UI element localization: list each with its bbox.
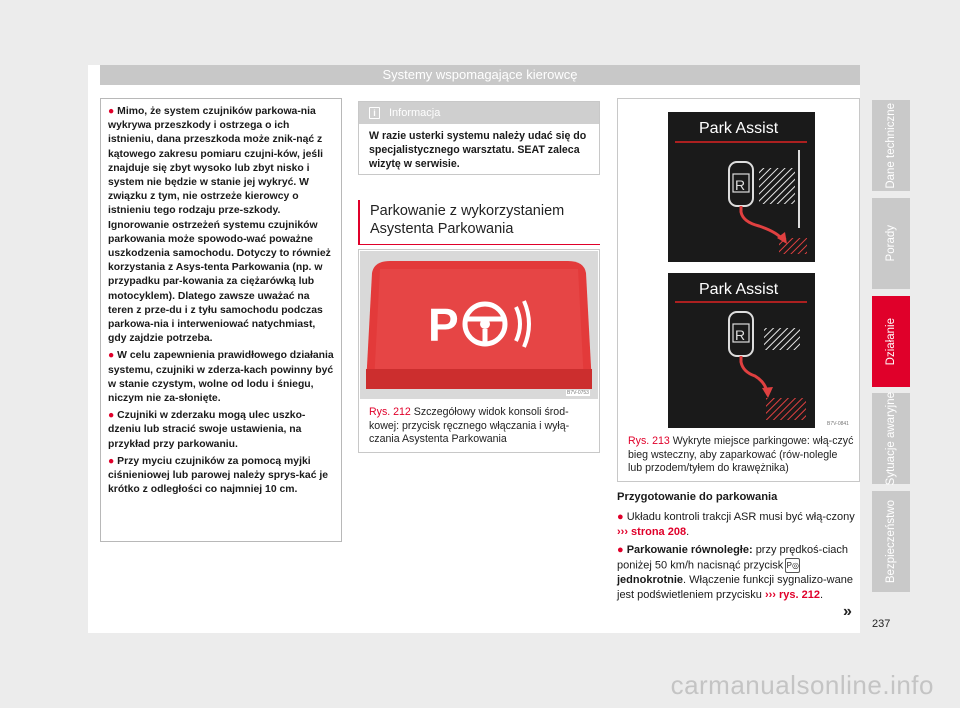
svg-text:P: P [428, 299, 459, 351]
bullet-icon: ● [108, 350, 118, 362]
figure-caption [369, 406, 591, 447]
continue-arrow-icon: » [843, 603, 852, 620]
warning-paragraph: ● Przy myciu czujników za pomocą myjki ciśnieniowej lub parowej należy sprys-kać je krótko z odległości co najmniej 10 cm. [108, 455, 329, 496]
page-number: 237 [872, 618, 891, 630]
figure-label: Rys. 212 [369, 406, 411, 418]
watermark: carmanualsonline.info [670, 670, 934, 700]
svg-text:R: R [735, 177, 746, 193]
tab-bezpieczenstwo[interactable]: Bezpieczeństwo [872, 491, 910, 592]
screen-title-top: Park Assist [699, 120, 779, 137]
figure-label: Rys. 213 [628, 435, 670, 447]
tab-dzialanie[interactable]: Działanie [872, 296, 910, 387]
subheading: Przygotowanie do parkowania [617, 491, 778, 503]
figure-caption [628, 435, 854, 476]
warning-paragraph: ● W celu zapewnienia prawidłowego działania systemu, czujniki w zderza-kach powinny być w stanie czystym, wolne od lodu i śniegu, niczym nie za-słonięte. [108, 350, 334, 405]
park-assist-screens [619, 100, 858, 430]
bullet-icon: ● [617, 511, 627, 523]
bullet-icon: ● [108, 455, 118, 467]
warning-paragraph: ● Czujniki w zderzaku mogą ulec uszko-dzeniu lub stracić swoje ustawienia, na przykład przy parkowaniu. [108, 410, 306, 450]
park-assist-button-icon: P◎ [785, 558, 800, 573]
bullet-icon: ● [108, 410, 118, 422]
tab-dane-techniczne[interactable]: Dane techniczne [872, 100, 910, 191]
figure-212 [358, 249, 600, 453]
warning-paragraph: ● Mimo, że system czujników parkowa-nia wykrywa przeszkody i ostrzega o ich istnieniu, dana przeszkoda może znik-nąć z kątowego zakresu pomiaru czujni-ków, jeśli znajduje się zbyt wysoko lub zbyt nisko i system nie będzie w stanie jej wykryć. W związku z tym, nie ostrzeże kierowcy o istnieniu tego rodzaju prze-szkody. Ignorowanie ostrzeżeń systemu czujników parkowania może spowodo-wać poważne uszkodzenia samochodu. Dotyczy to również korzystania z Asys-tenta Parkowania (np. w przypadku par-kowania za ciężarówką lub motocyklem). Dlatego zawsze uważać na teren z prze-du i z tyłu samochodu podczas parkowa-nia i interweniować natychmiast, gdy zajdzie potrzeba. [108, 106, 331, 345]
bullet-icon: ● [617, 544, 627, 556]
image-code: B7V-0841 [827, 421, 849, 427]
info-header [359, 102, 599, 124]
console-button-illustration [360, 251, 598, 399]
info-label: Informacja [389, 107, 441, 119]
info-icon: i [369, 107, 380, 119]
park-assist-button-image [360, 251, 598, 399]
park-assist-screens-image [619, 100, 858, 430]
screen-title-bottom: Park Assist [699, 281, 779, 298]
bullet-icon: ● [108, 106, 118, 117]
info-box [358, 101, 600, 175]
page-link[interactable]: ››› strona 208 [617, 526, 687, 538]
warning-box [100, 98, 342, 542]
list-item: ● Układu kontroli trakcji ASR musi być włą-czony ››› strona 208. [617, 511, 855, 538]
tab-porady[interactable]: Porady [872, 198, 910, 289]
image-code: B7V-0753 [567, 390, 589, 396]
body-text [617, 490, 860, 606]
figure-link[interactable]: ››› rys. 212 [764, 589, 820, 602]
info-text: W razie usterki systemu należy udać się do specjalistycznego warsztatu. SEAT zaleca wizytę w serwisie. [369, 130, 587, 170]
list-item: ● Parkowanie równoległe: przy prędkoś-ciach poniżej 50 km/h nacisnąć przycisk P◎ jednokrotnie. Włączenie funkcji sygnalizo-wane jest podświetleniem przycisku ››› rys. 212. [617, 544, 853, 602]
section-title: Parkowanie z wykorzystaniem Asystenta Parkowania [358, 200, 600, 245]
figure-213 [617, 98, 860, 482]
caption-text: Szczegółowy widok konsoli środ-kowej: przycisk ręcznego włączania i wyłą-czania Asystenta Parkowania [369, 406, 570, 445]
caption-text: Wykryte miejsce parkingowe: włą-czyć bieg wsteczny, aby zaparkować (rów-nolegle lub przodem/tyłem do krawężnika) [628, 435, 854, 474]
tab-sytuacje-awaryjne[interactable]: Sytuacje awaryjne [872, 393, 910, 484]
svg-text:R: R [735, 327, 746, 343]
page-header: Systemy wspomagające kierowcę [100, 65, 860, 85]
